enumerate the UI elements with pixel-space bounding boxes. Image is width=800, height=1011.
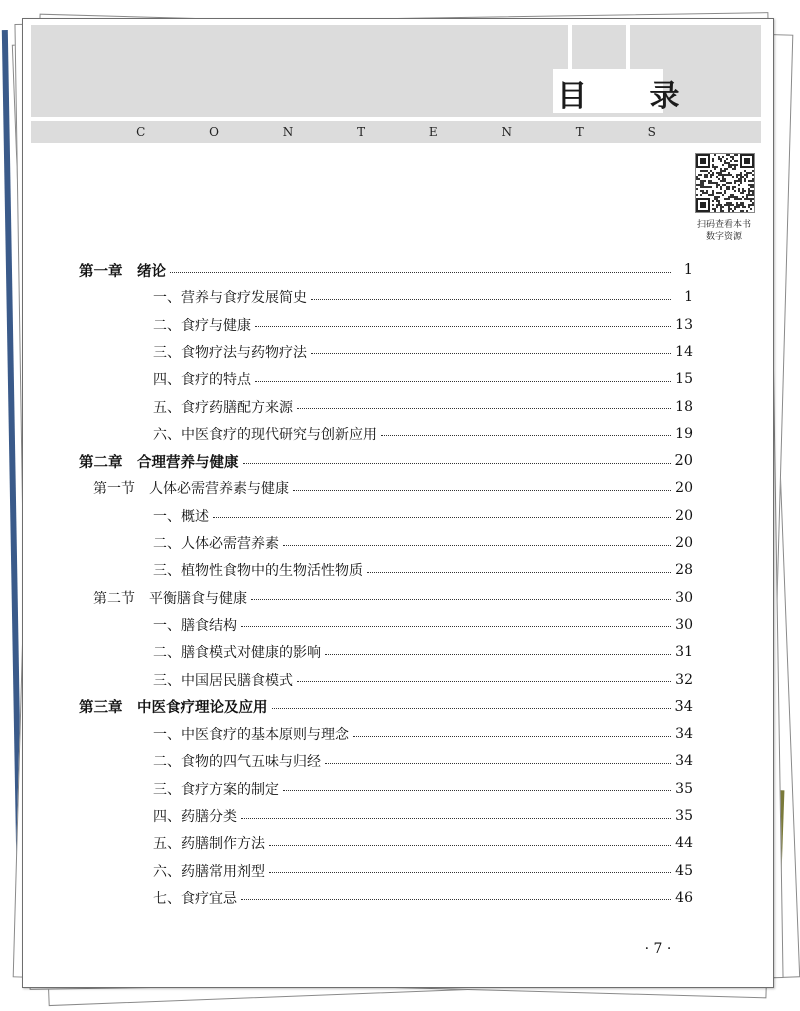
toc-dot-leader	[311, 353, 671, 354]
toc-entry-title: 第三章 中医食疗理论及应用	[79, 699, 268, 717]
toc-dot-leader	[367, 572, 671, 573]
toc-dot-leader	[213, 517, 671, 518]
toc-page-number: 20	[675, 480, 693, 497]
toc-page-number: 34	[675, 726, 693, 743]
toc-page-number: 30	[675, 589, 693, 606]
toc-dot-leader	[243, 463, 671, 464]
toc-entry-title: 三、食物疗法与药物疗法	[153, 344, 307, 361]
toc-page-number: 31	[675, 644, 693, 661]
page-title: 目 录	[557, 79, 706, 114]
toc-entry-title: 三、植物性食物中的生物活性物质	[153, 563, 363, 580]
toc-item-entry[interactable]	[79, 641, 693, 663]
toc-dot-leader	[241, 899, 671, 900]
qr-caption-line: 扫码查看本书	[696, 220, 751, 230]
toc-page-number: 45	[675, 862, 693, 879]
toc-dot-leader	[283, 545, 671, 546]
toc-entry-title: 五、药膳制作方法	[153, 836, 265, 853]
toc-dot-leader	[325, 654, 671, 655]
toc-item-entry[interactable]	[79, 396, 693, 418]
toc-dot-leader	[297, 408, 671, 409]
toc-page-number: 35	[675, 780, 693, 797]
toc-item-entry[interactable]	[79, 723, 693, 745]
toc-dot-leader	[272, 708, 671, 709]
toc-page-number: 1	[683, 262, 693, 278]
toc-item-entry[interactable]	[79, 750, 693, 772]
toc-item-entry[interactable]	[79, 778, 693, 800]
toc-item-entry[interactable]	[79, 887, 693, 909]
toc-entry-title: 三、食疗方案的制定	[153, 781, 279, 798]
toc-page	[22, 18, 774, 988]
toc-item-entry[interactable]	[79, 805, 693, 827]
toc-dot-leader	[241, 626, 671, 627]
toc-dot-leader	[283, 790, 671, 791]
toc-entry-title: 一、营养与食疗发展简史	[153, 290, 307, 307]
toc-page-number: 28	[675, 562, 693, 579]
toc-item-entry[interactable]	[79, 559, 693, 581]
toc-item-entry[interactable]	[79, 532, 693, 554]
toc-page-number: 15	[675, 371, 693, 388]
contents-subtitle: C O N T E N T S	[136, 125, 686, 139]
toc-dot-leader	[241, 818, 671, 819]
toc-section-entry[interactable]	[79, 587, 693, 609]
toc-dot-leader	[325, 763, 671, 764]
toc-entry-title: 四、食疗的特点	[153, 372, 251, 389]
toc-entry-title: 六、中医食疗的现代研究与创新应用	[153, 426, 377, 443]
toc-page-number: 13	[675, 316, 693, 333]
toc-page-number: 32	[675, 671, 693, 688]
toc-page-number: 44	[675, 835, 693, 852]
toc-dot-leader	[251, 599, 671, 600]
toc-dot-leader	[381, 435, 671, 436]
toc-page-number: 34	[674, 698, 693, 715]
toc-page-number: 20	[675, 507, 693, 524]
toc-item-entry[interactable]	[79, 669, 693, 691]
qr-caption	[687, 219, 761, 243]
toc-item-entry[interactable]	[79, 314, 693, 336]
toc-entry-title: 二、人体必需营养素	[153, 536, 279, 552]
toc-page-number: 30	[675, 616, 693, 633]
toc-entry-title: 二、膳食模式对健康的影响	[153, 645, 321, 662]
toc-dot-leader	[293, 490, 671, 491]
qr-code-graphic	[696, 154, 754, 212]
toc-page-number: 1	[684, 289, 693, 306]
toc-dot-leader	[170, 272, 671, 273]
toc-item-entry[interactable]	[79, 423, 693, 445]
toc-entry-title: 二、食物的四气五味与归经	[153, 754, 321, 771]
qr-caption-line: 数字资源	[705, 232, 742, 242]
toc-item-entry[interactable]	[79, 368, 693, 390]
toc-dot-leader	[297, 681, 671, 682]
toc-entry-title: 六、药膳常用剂型	[153, 863, 265, 880]
toc-entry-title: 第二节 平衡膳食与健康	[93, 590, 247, 607]
toc-page-number: 14	[675, 343, 693, 360]
toc-entry-title: 一、概述	[153, 508, 209, 525]
toc-entry-title: 一、中医食疗的基本原则与理念	[153, 727, 349, 744]
toc-section-entry[interactable]	[79, 477, 693, 499]
toc-dot-leader	[255, 381, 671, 382]
toc-chapter-entry[interactable]	[79, 259, 693, 281]
toc-page-number: 19	[675, 425, 693, 442]
toc-entry-title: 第二章 合理营养与健康	[79, 453, 239, 471]
toc-page-number: 35	[675, 808, 693, 824]
toc-entry-title: 五、食疗药膳配方来源	[153, 399, 293, 416]
toc-entry-title: 二、食疗与健康	[153, 317, 251, 334]
toc-page-number: 34	[675, 753, 693, 770]
toc-entry-title: 七、食疗宜忌	[153, 890, 237, 907]
page-number: · 7 ·	[644, 941, 672, 957]
toc-chapter-entry[interactable]	[79, 696, 693, 718]
toc-page-number: 46	[675, 889, 693, 906]
qr-code-icon[interactable]	[695, 153, 755, 213]
toc-entry-title: 三、中国居民膳食模式	[153, 672, 293, 689]
toc-dot-leader	[311, 299, 671, 300]
toc-page-number: 18	[675, 398, 693, 415]
toc-entry-title: 第一节 人体必需营养素与健康	[93, 481, 289, 498]
toc-dot-leader	[269, 872, 671, 873]
toc-item-entry[interactable]	[79, 860, 693, 882]
toc-item-entry[interactable]	[79, 614, 693, 636]
toc-page-number: 20	[674, 453, 693, 470]
toc-dot-leader	[255, 326, 671, 327]
toc-dot-leader	[353, 736, 671, 737]
toc-item-entry[interactable]	[79, 505, 693, 527]
toc-dot-leader	[269, 845, 671, 846]
toc-item-entry[interactable]	[79, 832, 693, 854]
toc-entry-title: 第一章 绪论	[79, 262, 166, 280]
toc-chapter-entry[interactable]	[79, 450, 693, 472]
toc-entry-title: 一、膳食结构	[153, 617, 237, 634]
toc-page-number: 20	[675, 535, 693, 551]
toc-item-entry[interactable]	[79, 341, 693, 363]
toc-entry-title: 四、药膳分类	[153, 809, 237, 825]
toc-item-entry[interactable]	[79, 286, 693, 308]
